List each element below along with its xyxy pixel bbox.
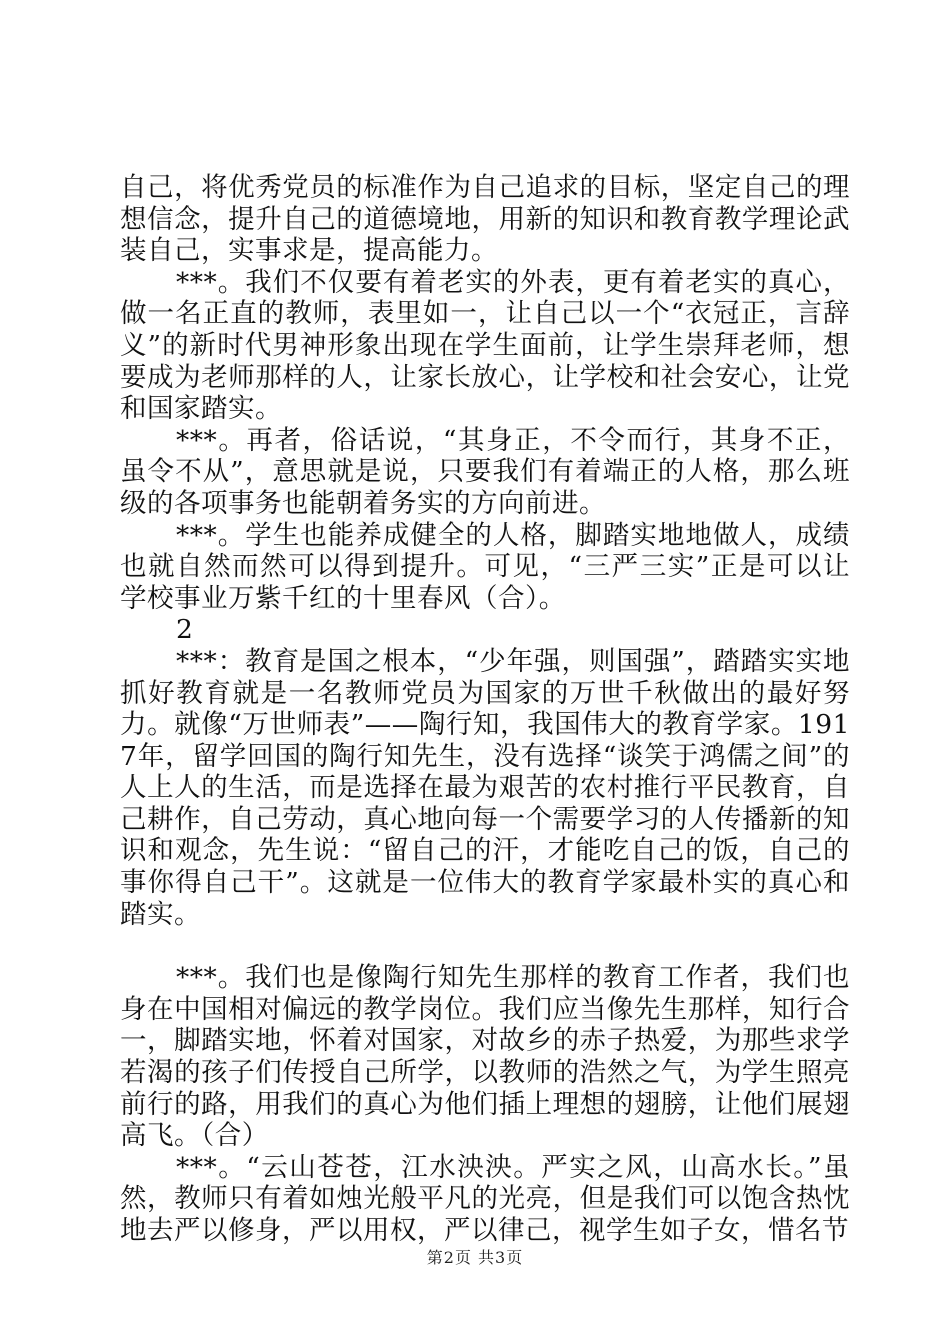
paragraph-educators: ***。我们也是像陶行知先生那样的教育工作者，我们也身在中国相对偏远的教学岗位。我们应当像先生那样，知行合一，脚踏实地，怀着对国家，对故乡的赤子热爱，为那些求学若渴的孩子们传授自己所学，以教师的浩然之气，为学生照亮前行的路，用我们的真心为他们插上理想的翅膀，让他们展翅高飞。（合） [120, 962, 850, 1152]
page-footer: 第2页 共3页 [426, 1248, 524, 1267]
paragraph-students-character: ***。学生也能养成健全的人格，脚踏实地地做人，成绩也就自然而然可以得到提升。可见，“三严三实”正是可以让学校事业万紫千红的十里春风（合）。 [120, 519, 850, 614]
paragraph-tao-xingzhi: ***：教育是国之根本，“少年强，则国强”，踏踏实实地抓好教育就是一名教师党员为国家的万世千秋做出的最好努力。就像“万世师表”——陶行知，我国伟大的教育学家。1917年，留学回国的陶行知先生，没有选择“谈笑于鸿儒之间”的人上人的生活，而是选择在最为艰苦的农村推行平民教育，自己耕作，自己劳动，真心地向每一个需要学习的人传播新的知识和观念，先生说：“留自己的汗，才能吃自己的饭，自己的事你得自己干”。这就是一位伟大的教育学家最朴实的真心和踏实。 [120, 645, 850, 930]
paragraph-proverb: ***。再者，俗话说，“其身正，不令而行，其身不正，虽令不从”，意思就是说，只要我们有着端正的人格，那么班级的各项事务也能朝着务实的方向前进。 [120, 424, 850, 519]
paragraph-poem: ***。“云山苍苍，江水泱泱。严实之风，山高水长。”虽然，教师只有着如烛光般平凡的光亮，但是我们可以饱含热忱地去严以修身，严以用权，严以律己，视学生如子女，惜名节 [120, 1151, 850, 1246]
document-body [120, 172, 850, 1247]
section-number: 2 [176, 614, 194, 646]
paragraph-continuation: 自己，将优秀党员的标准作为自己追求的目标，坚定自己的理想信念，提升自己的道德境地，用新的知识和教育教学理论武装自己，实事求是，提高能力。 [120, 172, 850, 267]
paragraph-honest-heart: ***。我们不仅要有着老实的外表，更有着老实的真心，做一名正直的教师，表里如一，让自己以一个“衣冠正，言辞义”的新时代男神形象出现在学生面前，让学生崇拜老师，想要成为老师那样的人，让家长放心，让学校和社会安心，让党和国家踏实。 [120, 266, 850, 425]
paragraph-spacer [120, 930, 850, 962]
